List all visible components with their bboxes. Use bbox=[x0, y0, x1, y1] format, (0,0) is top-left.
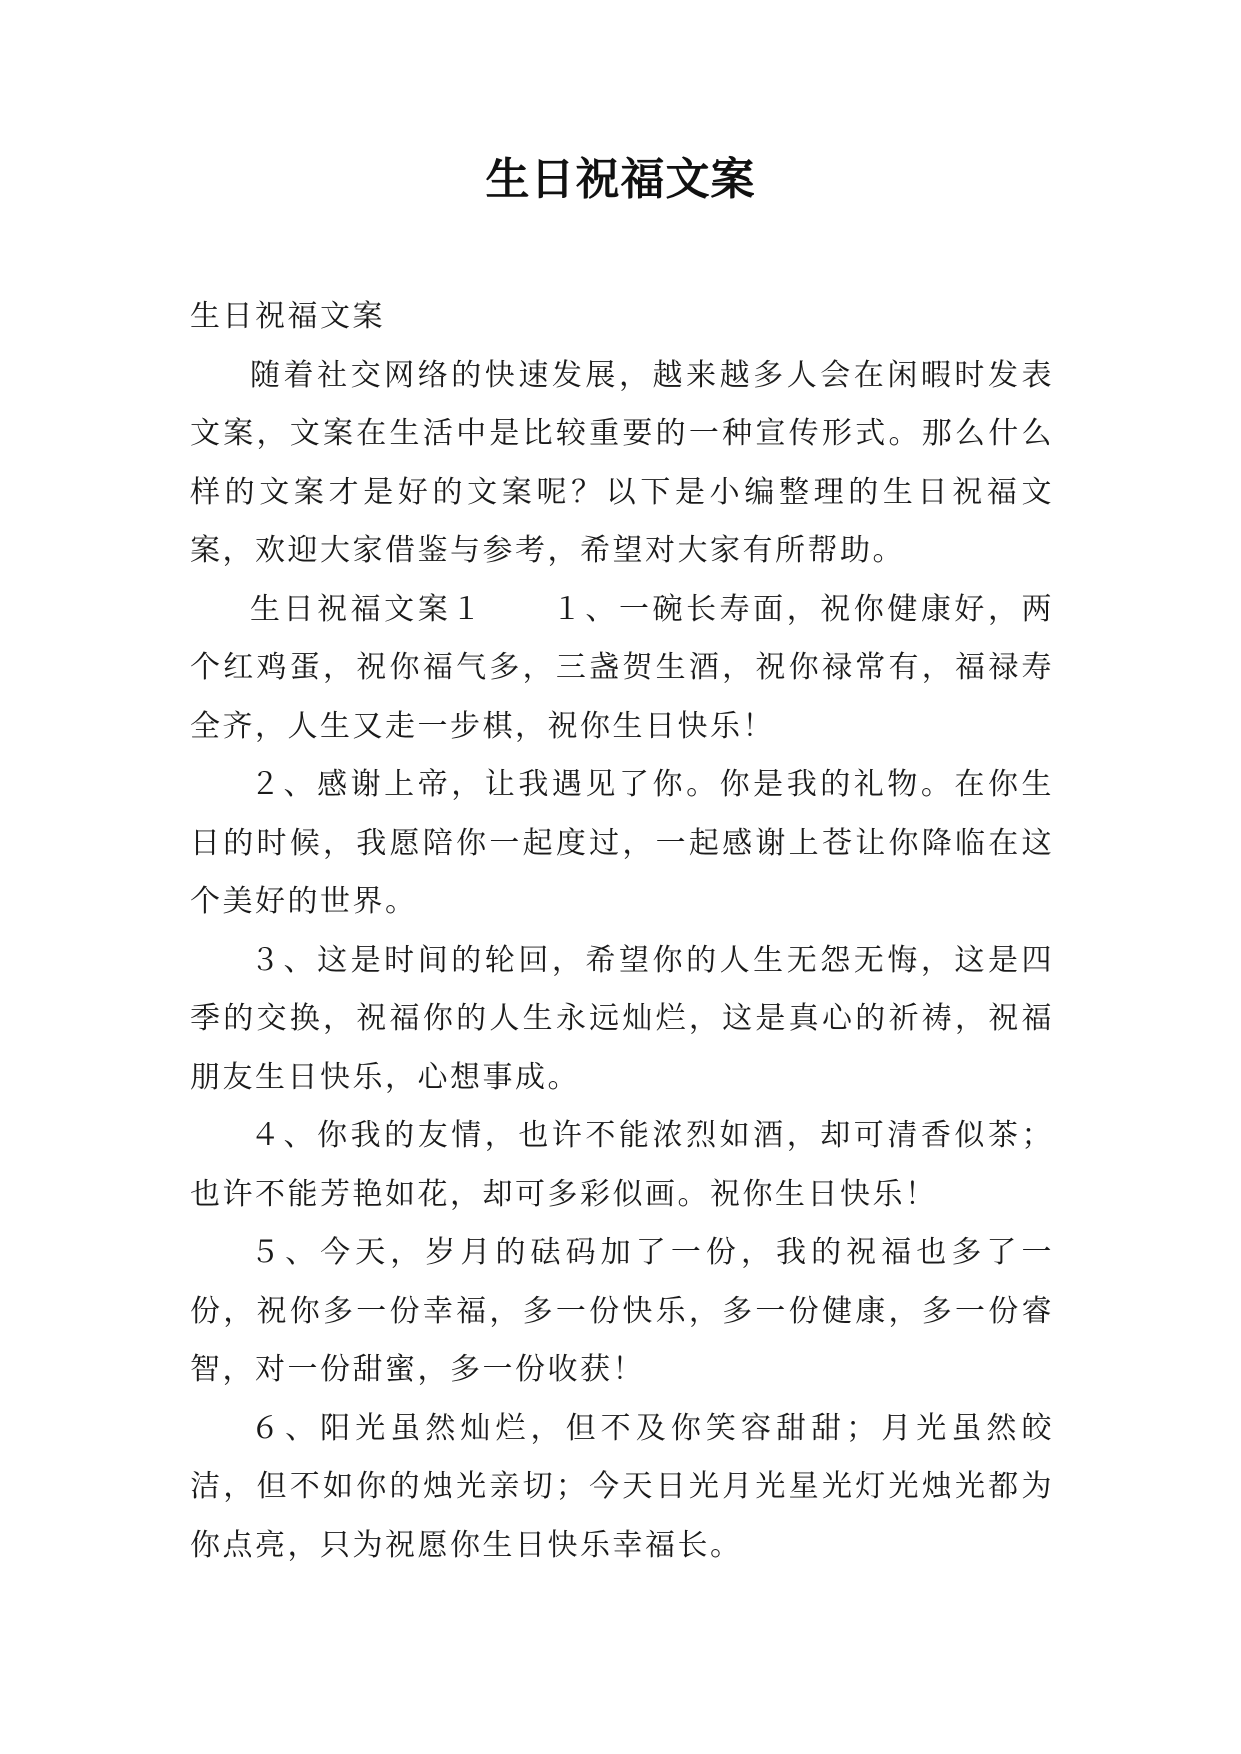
document-subtitle: 生日祝福文案 bbox=[190, 299, 385, 334]
intro-paragraph: 随着社交网络的快速发展，越来越多人会在闲暇时发表文案，文案在生活中是比较重要的一种宣传形式。那么什么样的文案才是好的文案呢？以下是小编整理的生日祝福文案，欢迎大家借鉴与参考，希望对大家有所帮助。 bbox=[190, 357, 1054, 568]
wish-paragraph-4: ４、你我的友情，也许不能浓烈如酒，却可清香似茶；也许不能芳艳如花，却可多彩似画。祝你生日快乐！ bbox=[190, 1118, 1054, 1212]
wish-paragraph-6: ６、阳光虽然灿烂，但不及你笑容甜甜；月光虽然皎洁，但不如你的烛光亲切；今天日光月光星光灯光烛光都为你点亮，只为祝愿你生日快乐幸福长。 bbox=[190, 1410, 1054, 1563]
wish-paragraph-1: 生日祝福文案１ １、一碗长寿面，祝你健康好，两个红鸡蛋，祝你福气多，三盏贺生酒，祝你禄常有，福禄寿全齐，人生又走一步棋，祝你生日快乐！ bbox=[190, 591, 1054, 744]
wish-paragraph-2: ２、感谢上帝，让我遇见了你。你是我的礼物。在你生日的时候，我愿陪你一起度过，一起感谢上苍让你降临在这个美好的世界。 bbox=[190, 767, 1054, 919]
document-title: 生日祝福文案 bbox=[485, 154, 756, 205]
wish-paragraph-5: ５、今天，岁月的砝码加了一份，我的祝福也多了一份，祝你多一份幸福，多一份快乐，多一份健康，多一份睿智，对一份甜蜜，多一份收获！ bbox=[190, 1235, 1054, 1387]
wish-paragraph-3: ３、这是时间的轮回，希望你的人生无怨无悔，这是四季的交换，祝福你的人生永远灿烂，这是真心的祈祷，祝福朋友生日快乐，心想事成。 bbox=[190, 942, 1054, 1095]
document-body bbox=[190, 288, 1054, 1575]
